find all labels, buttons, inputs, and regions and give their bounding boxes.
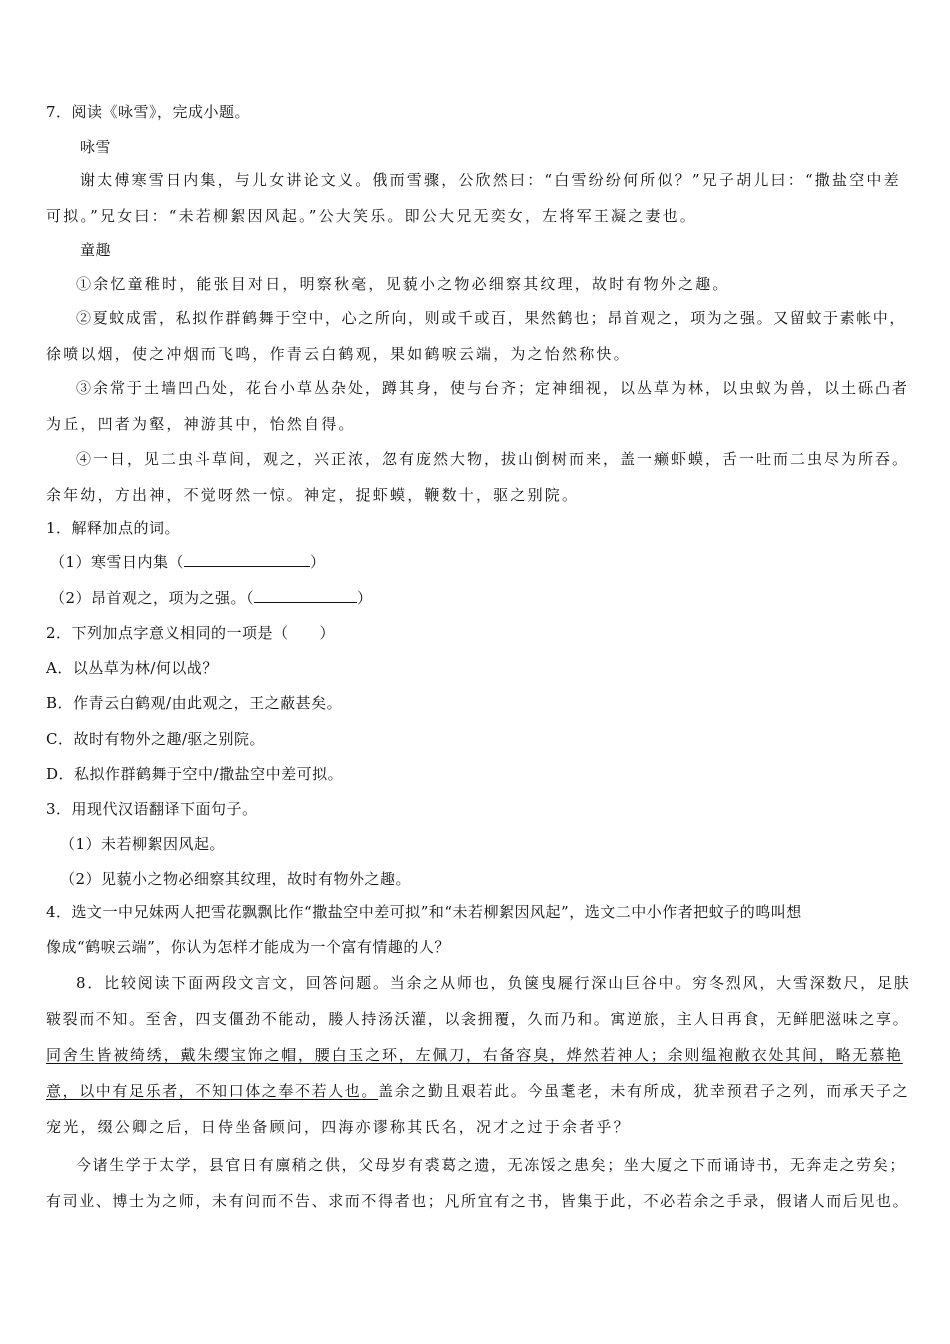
text2-paragraph-4: ④一日，见二虫斗草间，观之，兴正浓，忽有庞然大物，拔山倒树而来，盖一癞虾蟆，舌一吐而二虫尽为所吞。 (76, 450, 910, 468)
sub-question-1-b-close: ） (357, 589, 373, 607)
text2-paragraph-2: ②夏蚊成雷，私拟作群鹤舞于空中，心之所向，则或千或百，果然鹤也；昂首观之，项为之强。又留蚊于素帐中， (76, 309, 907, 327)
question-8-line-rest: 盖余之勤且艰若此。今虽耄老，未有所成，犹幸预君子之列，而承天子之 (378, 1082, 910, 1100)
text2-paragraph-3-cont: 为丘，凹者为壑，神游其中，怡然自得。 (46, 415, 356, 433)
sub-question-3-b: （2）见藐小之物必细察其纹理，故时有物外之趣。 (60, 870, 412, 888)
sub-question-3: 3．用现代汉语翻译下面句子。 (46, 800, 258, 818)
question-8-line (46, 1081, 909, 1101)
sub-question-2: 2．下列加点字意义相同的一项是（ ） (46, 624, 336, 642)
question-8-line: 皲裂而不知。至舍，四支僵劲不能动，媵人持汤沃灌，以衾拥覆，久而乃和。寓逆旅，主人日再食，无鲜肥滋味之享。 (46, 1010, 910, 1028)
sub-question-3-a: （1）未若柳絮因风起。 (60, 835, 226, 853)
text2-paragraph-3: ③余常于土墙凹凸处，花台小草丛杂处，蹲其身，使与台齐；定神细视，以丛草为林，以虫蚁为兽，以土砾凸者 (76, 379, 910, 397)
option-d[interactable]: D．私拟作群鹤舞于空中/撒盐空中差可拟。 (46, 765, 344, 783)
question-8-line: 宠光，缀公卿之后，日侍坐备顾问，四海亦谬称其氏名，况才之过于余者乎？ (46, 1118, 631, 1136)
underlined-sentence-end: 意，以中有足乐者，不知口体之奉不若人也。 (46, 1082, 379, 1100)
text2-title: 童趣 (80, 241, 112, 259)
text1-line: 谢太傅寒雪日内集，与儿女讲论文义。俄而雪骤，公欣然曰：“白雪纷纷何所似？”兄子胡儿曰：“撒盐空中差 (80, 171, 901, 189)
answer-blank[interactable] (184, 552, 310, 567)
question-8-line: 8．比较阅读下面两段文言文，回答问题。当余之从师也，负箧曳屣行深山巨谷中。穷冬烈风，大雪深数尺，足肤 (76, 974, 911, 992)
text1-title: 咏雪 (80, 138, 112, 156)
sub-question-4-cont: 像成“鹤唳云端”，你认为怎样才能成为一个富有情趣的人？ (46, 938, 450, 956)
sub-question-4: 4．选文一中兄妹两人把雪花飘飘比作“撒盐空中差可拟”和“未若柳絮因风起”，选文二中小作者把蚊子的鸣叫想 (46, 903, 802, 921)
passage-2-line: 今诸生学于太学，县官日有廪稍之供，父母岁有裘葛之遗，无冻馁之患矣；坐大厦之下而诵诗书，无奔走之劳矣； (76, 1156, 907, 1174)
option-b[interactable]: B．作青云白鹤观/由此观之，王之蔽甚矣。 (46, 694, 343, 712)
underlined-sentence: 同舍生皆被绮绣，戴朱缨宝饰之帽，腰白玉之环，左佩刀，右备容臭，烨然若神人；余则缊袍敝衣处其间，略无慕艳 (46, 1046, 903, 1064)
text2-paragraph-4-cont: 余年幼，方出神，不觉呀然一惊。神定，捉虾蟆，鞭数十，驱之别院。 (46, 486, 580, 504)
sub-question-1-b (50, 588, 373, 608)
sub-question-1-a (50, 552, 326, 572)
text1-line: 可拟。”兄女曰：“未若柳絮因风起。”公大笑乐。即公大兄无奕女，左将军王凝之妻也。 (46, 207, 698, 225)
sub-question-1-b-text: （2）昂首观之，项为之强。（ (50, 589, 255, 607)
sub-question-1-a-close: ） (310, 553, 326, 571)
sub-question-1: 1．解释加点的词。 (46, 519, 181, 537)
text2-paragraph-2-cont: 徐喷以烟，使之冲烟而飞鸣，作青云白鹤观，果如鹤唳云端，为之怡然称快。 (46, 345, 631, 363)
option-c[interactable]: C．故时有物外之趣/驱之别院。 (46, 730, 266, 748)
text2-paragraph-1: ①余忆童稚时，能张目对日，明察秋毫，见藐小之物必细察其纹理，故时有物外之趣。 (76, 275, 730, 293)
passage-2-line: 有司业、博士为之师，未有问而不告、求而不得者也；凡所宜有之书，皆集于此，不必若余之手录，假诸人而后见也。 (46, 1192, 910, 1210)
question-7-heading: 7．阅读《咏雪》，完成小题。 (46, 103, 251, 121)
answer-blank[interactable] (254, 588, 357, 603)
sub-question-1-a-text: （1）寒雪日内集（ (50, 553, 185, 571)
option-a[interactable]: A．以丛草为林/何以战？ (46, 659, 218, 677)
